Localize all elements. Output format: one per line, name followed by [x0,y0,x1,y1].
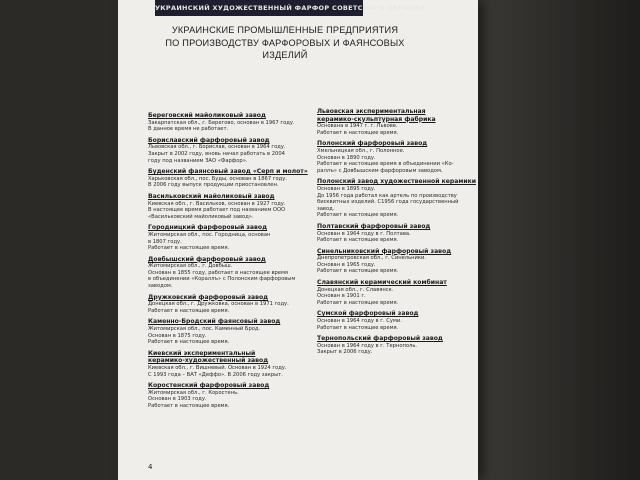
factory-detail: Основан в 1964 году в г. Полтава. [317,230,411,237]
factory-entry [148,112,328,133]
background-right [478,0,640,480]
factory-detail: Работает в настоящее время. [317,268,399,275]
factory-entry [148,168,328,189]
factory-detail: Работает в настоящее время. [317,299,399,306]
factory-name: Синельниковский фарфоровый завод [317,247,452,255]
factory-detail: Работает в настоящее время. [148,245,230,252]
factory-detail: «Васильковский майоликовый завод». [148,213,254,220]
factory-detail: Закарпатская обл., г. Берегово, основан в 1967 году. [148,119,295,126]
running-header: УКРАИНСКИЙ ХУДОЖЕСТВЕННЫЙ ФАРФОР СОВЕТСКОГО ПЕРИОДА [155,0,363,16]
title-line: УКРАИНСКИЕ ПРОМЫШЛЕННЫЕ ПРЕДПРИЯТИЯ [171,25,399,35]
factory-name: Городницкий фарфоровый завод [148,224,268,232]
factory-name: Полонский фарфоровый завод [317,140,428,148]
factory-detail: Основан в 1890 году. [317,154,376,161]
right-column [317,108,497,360]
factory-detail: С 1993 года – ВАТ «Деффо». В 2006 году закрыт. [148,371,283,378]
factory-name: керамико-художественный завод [148,357,269,365]
factory-entry [317,248,497,275]
factory-detail: завод. [317,205,335,212]
factory-detail: бисквитных изделий. С1956 года государственный [317,199,459,206]
factory-detail: раллъ» с Довбышским фарфоровым заводом. [317,167,443,174]
factory-detail: Закрыт в 2002 году, вновь начал работать в 2004 [148,150,285,157]
factory-detail: Работает в настоящее время. [148,307,230,314]
factory-entry [148,318,328,345]
factory-name: Полонский завод художественной керамики [317,178,477,186]
factory-detail: Киевская обл., г. Васильков, основан в 1927 году. [148,200,286,207]
factory-name: Довбышский фарфоровый завод [148,255,266,263]
factory-entry [317,279,497,306]
factory-detail: в 1807 году. [148,238,182,245]
factory-detail: Работает в настоящее время. [317,237,399,244]
title-line: ПО ПРОИЗВОДСТВУ ФАРФОРОВЫХ И ФАЯНСОВЫХ [165,37,405,48]
factory-detail: Закрыт в 2006 году. [317,349,373,356]
factory-detail: Основан в 1901 г. [317,293,366,300]
factory-detail: Основан в 1875 году. [148,332,207,339]
factory-entry [317,108,497,136]
factory-detail: Житомирская обл., пос. Каменный Брод. [148,326,261,333]
factory-name: Дружковский фарфоровый завод [148,293,269,301]
page-number: 4 [148,463,153,471]
factory-name: Васильковский майоликовый завод [148,192,275,200]
factory-detail: Хмельницкая обл., г. Полонное. [317,147,405,154]
factory-detail: Работает в настоящее время. [148,339,230,346]
factory-detail: Основан в 1903 году. [148,396,207,403]
factory-detail: Основан в 1964 году в г. Тернополь. [317,342,418,349]
factory-detail: Основан в 1965 году. [317,261,376,268]
factory-detail: Харьковская обл., пос. Буды, основан в 1867 году. [148,175,287,182]
factory-detail: Основан в 1895 году. [317,185,376,192]
factory-name: Буденский фаянсовый завод «Серп и молот» [148,168,308,176]
factory-detail: Работает в настоящее время. [317,212,399,219]
factory-detail: В 2006 году выпуск продукции приостановлен. [148,182,279,189]
factory-detail: Основан в 1855 году, работает в настоящее время [148,269,289,276]
factory-detail: в объединении «Кораллъ» с Полонским фарфоровым [148,276,296,283]
title-line: ИЗДЕЛИЙ [262,50,308,60]
factory-entry [148,294,328,315]
factory-detail: Львовская обл., г. Борислав, основан в 1964 году. [148,144,286,151]
factory-entry [148,382,328,409]
factory-name: Каменно-Бродский фаянсовый завод [148,318,281,326]
factory-name: Славянский керамический комбинат [317,279,447,287]
factory-detail: В данное время не работает. [148,126,229,133]
factory-entry [148,350,328,378]
factory-entry [317,310,497,331]
factory-detail: Работает в настоящее время. [317,324,399,331]
page-title [150,24,420,62]
factory-detail: Житомирская обл., г. Довбыш. [148,263,233,270]
factory-detail: Основан в 1964 году в г. Суми. [317,318,402,325]
factory-entry [317,223,497,244]
factory-name: Тернопольский фарфоровый завод [317,335,443,343]
factory-name: Бориславский фарфоровый завод [148,136,270,144]
factory-name: Киевский экспериментальный [148,349,256,357]
factory-name: Береговский майоликовый завод [148,112,266,119]
factory-detail: году под названием ЗАО «Фарфор». [148,157,248,164]
factory-entry [317,178,497,219]
factory-entry [148,256,328,290]
factory-detail: Донецкая обл., г. Дружковка, основан в 1971 году. [148,301,289,308]
left-column [148,112,328,414]
factory-detail: До 1956 года работал как артель по производству [317,192,457,199]
factory-entry [148,224,328,251]
factory-entry [317,140,497,174]
factory-detail: Основана в 1947 г. г. Львове. [317,123,398,130]
factory-entry [148,193,328,220]
factory-name: Полтавский фарфоровый завод [317,222,431,230]
factory-name: Сумской фарфоровый завод [317,310,419,318]
factory-name: Львовская экспериментальная [317,108,426,115]
factory-detail: Житомирская обл., г. Коростень. [148,389,239,396]
factory-name: Коростенский фарфоровый завод [148,382,270,390]
factory-detail: заводом. [148,283,173,290]
factory-detail: Донецкая обл., г. Славянск. [317,286,394,293]
factory-entry [317,335,497,356]
factory-detail: Работает в настоящее время в объединении «Ко- [317,161,454,168]
factory-detail: Работает в настоящее время. [317,129,399,136]
factory-name: керамико-скульптурная фабрика [317,115,436,123]
factory-detail: В настоящее время работает под названием ООО [148,207,286,214]
factory-entry [148,137,328,164]
factory-detail: Работает в настоящее время. [148,402,230,409]
factory-detail: Житомирская обл., пос. Городница, основан [148,231,271,238]
factory-detail: Днепропетровская обл., г. Синельники. [317,255,427,262]
factory-detail: Киевская обл., г. Вишневый. Основан в 1924 году. [148,365,287,371]
